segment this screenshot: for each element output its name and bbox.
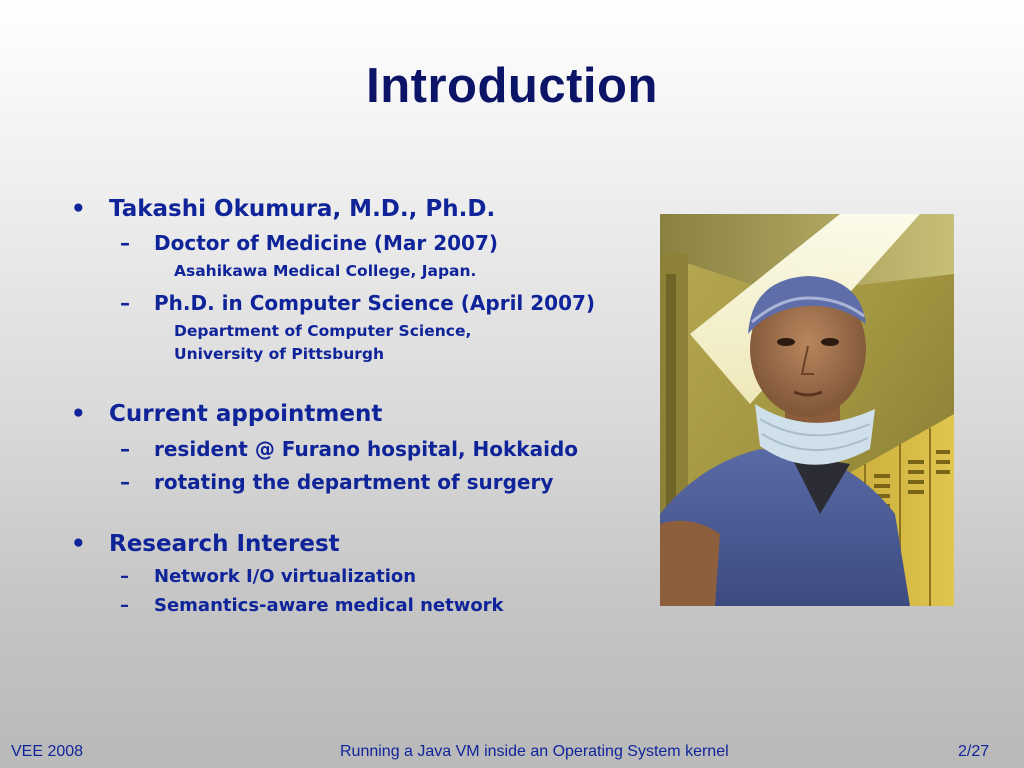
subitem-label: resident @ Furano hospital, Hokkaido xyxy=(154,437,579,461)
sub-marker: – xyxy=(120,437,130,461)
subitem-semantics xyxy=(120,595,504,616)
subitem-label: Network I/O virtualization xyxy=(154,566,417,587)
subitem-resident xyxy=(120,437,579,461)
bullet-marker: • xyxy=(71,196,86,222)
bullet-research xyxy=(71,531,340,557)
bullet-marker: • xyxy=(71,531,86,557)
bullet-label: Current appointment xyxy=(109,401,383,427)
footer-left: VEE 2008 xyxy=(11,743,84,760)
sub-marker: – xyxy=(120,595,129,616)
detail-md-school: Asahikawa Medical College, Japan. xyxy=(174,262,477,280)
subitem-label: Semantics-aware medical network xyxy=(154,595,504,616)
subitem-label: Ph.D. in Computer Science (April 2007) xyxy=(154,291,596,315)
footer-page-number: 2/27 xyxy=(958,743,990,760)
sub-marker: – xyxy=(120,291,130,315)
subitem-label: Doctor of Medicine (Mar 2007) xyxy=(154,231,499,255)
detail-phd-dept: Department of Computer Science, xyxy=(174,322,472,340)
subitem-network-io xyxy=(120,566,417,587)
bullet-label: Takashi Okumura, M.D., Ph.D. xyxy=(109,196,496,222)
detail-phd-univ: University of Pittsburgh xyxy=(174,345,385,363)
bullet-name xyxy=(71,196,496,222)
sub-marker: – xyxy=(120,566,129,587)
portrait-photo xyxy=(660,214,954,606)
footer-center: Running a Java VM inside an Operating System kernel xyxy=(340,743,729,760)
bullet-appointment xyxy=(71,401,383,427)
slide-title: Introduction xyxy=(366,59,658,113)
bullet-marker: • xyxy=(71,401,86,427)
subitem-label: rotating the department of surgery xyxy=(154,470,554,494)
sub-marker: – xyxy=(120,470,130,494)
bullet-label: Research Interest xyxy=(109,531,340,557)
sub-marker: – xyxy=(120,231,130,255)
subitem-md xyxy=(120,231,499,255)
subitem-phd xyxy=(120,291,596,315)
subitem-rotating xyxy=(120,470,554,494)
